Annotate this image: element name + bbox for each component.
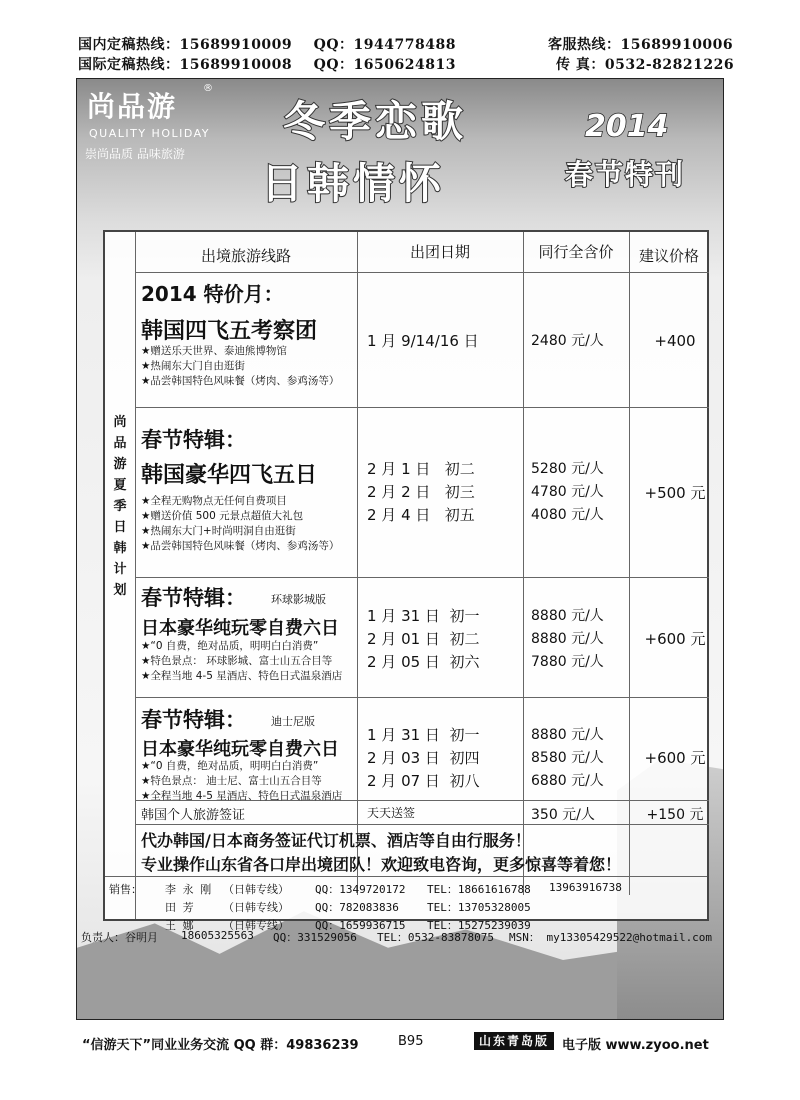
- col-divider: [523, 232, 524, 895]
- note-line: ★全程当地 4-5 星酒店、特色日式温泉酒店: [141, 670, 343, 682]
- intl-label: 国际定稿热线：: [78, 57, 180, 73]
- contact-qq: QQ：782083836: [315, 901, 399, 914]
- manager-msn: MSN： my13305429522@hotmail.com: [509, 931, 713, 944]
- contact-tel: TEL：18661616788: [427, 883, 531, 896]
- registered-mark: ®: [203, 83, 213, 94]
- row-title: 日本豪华纯玩零自费六日: [141, 618, 339, 639]
- side-label-column: [105, 232, 136, 919]
- note-line: ★特色景点： 环球影城、富士山五合目等: [141, 655, 333, 667]
- brand-slogan: 崇尚品质 品味旅游: [85, 147, 185, 161]
- edition-tag: 山东青岛版: [474, 1032, 554, 1050]
- domestic-qq-label: QQ：: [313, 37, 354, 53]
- row-notes: [141, 494, 339, 554]
- visa-price: 350 元/人: [531, 807, 595, 823]
- domestic-qq: 1944778488: [353, 37, 456, 53]
- page-number: B95: [398, 1034, 424, 1049]
- side-char: 计: [113, 562, 127, 577]
- row-divider: [135, 577, 709, 578]
- row-subtag: 迪士尼版: [271, 715, 315, 728]
- suggested-price: +600 元: [644, 749, 706, 767]
- spring-festival-special: 春节特刊: [565, 158, 686, 191]
- note-line: ★热闹东大门自由逛街: [141, 360, 245, 372]
- note-line: ★品尝韩国特色风味餐（烤肉、参鸡汤等）: [141, 375, 340, 387]
- note-line: ★赠送乐天世界、泰迪熊博物馆: [141, 345, 287, 357]
- departure-dates: 1 月 31 日 初一 2 月 03 日 初四 2 月 07 日 初八: [367, 726, 480, 790]
- side-char: 划: [113, 583, 127, 598]
- contact-name: 李 永 刚: [165, 883, 212, 896]
- domestic-label: 国内定稿热线：: [78, 37, 180, 53]
- note-line: ★热闹东大门+时尚明洞自由逛街: [141, 525, 296, 537]
- header-date: 出团日期: [409, 243, 470, 261]
- brand-logo: [77, 79, 217, 165]
- row-notes: [141, 344, 339, 389]
- side-char: 品: [113, 436, 127, 451]
- row-tag: 春节特辑：: [141, 708, 246, 732]
- side-char: 夏: [113, 478, 127, 493]
- contact-name: 田 芳: [165, 901, 194, 914]
- service-hotline: [548, 34, 733, 54]
- visa-date: 天天送签: [367, 806, 416, 820]
- suggested-price: +400: [654, 332, 696, 350]
- col-divider: [357, 232, 358, 895]
- note-line: ★“0 自费，绝对品质，明明白白消费”: [141, 640, 319, 652]
- manager-qq: QQ：331529056: [273, 931, 357, 944]
- contact-role: （日韩专线）: [223, 883, 289, 896]
- contact-tel: TEL：15275239039: [427, 919, 531, 932]
- row-title: 韩国豪华四飞五日: [141, 463, 318, 488]
- trade-price: 8880 元/人 8880 元/人 7880 元/人: [531, 608, 604, 670]
- row-notes: [141, 639, 342, 684]
- intl-qq: 1650624813: [353, 57, 456, 73]
- intl-qq-label: QQ：: [313, 57, 354, 73]
- row-divider: [135, 824, 709, 825]
- departure-dates: 1 月 31 日 初一 2 月 01 日 初二 2 月 05 日 初六: [367, 607, 480, 671]
- brand-english: QUALITY HOLIDAY: [89, 127, 211, 140]
- qq-group: “信游天下”同业业务交流 QQ 群：49836239: [82, 1038, 359, 1053]
- intl-phone: 15689910008: [179, 57, 293, 73]
- header-route: 出境旅游线路: [200, 247, 291, 265]
- contact-qq: QQ：1659936715: [315, 919, 406, 932]
- row-divider: [135, 407, 709, 408]
- intl-hotline: [78, 54, 456, 74]
- side-char: 尚: [113, 415, 127, 430]
- note-line: ★赠送价值 500 元景点超值大礼包: [141, 510, 304, 522]
- contact-role: （日韩专线）: [223, 901, 289, 914]
- row-tag: 春节特辑：: [141, 586, 246, 610]
- website: 电子版 www.zyoo.net: [562, 1038, 709, 1053]
- contact-role: （日韩专线）: [223, 919, 289, 932]
- note-line: ★全程当地 4-5 星酒店、特色日式温泉酒店: [141, 790, 343, 802]
- contacts-divider: [105, 876, 707, 877]
- note-line: ★“0 自费，绝对品质，明明白白消费”: [141, 760, 319, 772]
- note-line: ★全程无购物点无任何自费项目: [141, 495, 287, 507]
- service-line-2: 专业操作山东省各口岸出境团队！欢迎致电咨询，更多惊喜等着您！: [141, 855, 622, 874]
- row-divider: [135, 272, 709, 273]
- service-label: 客服热线：: [548, 37, 621, 53]
- domestic-hotline: [78, 34, 456, 54]
- row-divider: [135, 697, 709, 698]
- row-tag: 2014 特价月：: [141, 282, 284, 306]
- row-title: 韩国四飞五考察团: [141, 319, 318, 344]
- side-label: [105, 412, 135, 601]
- side-char: 日: [113, 520, 127, 535]
- service-phone: 15689910006: [620, 37, 734, 53]
- brand-name: 尚品游: [87, 90, 178, 123]
- contact-qq: QQ：1349720172: [315, 883, 406, 896]
- trade-price: 8880 元/人 8580 元/人 6880 元/人: [531, 727, 604, 789]
- domestic-phone: 15689910009: [179, 37, 293, 53]
- departure-dates: 2 月 1 日 初二 2 月 2 日 初三 2 月 4 日 初五: [367, 460, 475, 524]
- row-title: 日本豪华纯玩零自费六日: [141, 739, 339, 760]
- suggested-price: +500 元: [644, 484, 706, 502]
- side-char: 韩: [113, 541, 127, 556]
- visa-suggested-price: +150 元: [646, 807, 704, 823]
- trade-price: 2480 元/人: [531, 333, 604, 349]
- row-subtag: 环球影城版: [271, 593, 326, 606]
- note-line: ★特色景点： 迪士尼、富士山五合目等: [141, 775, 322, 787]
- fax-line: [556, 54, 734, 74]
- header-trade-price: 同行全含价: [538, 243, 614, 261]
- fax-number: 0532-82821226: [604, 57, 735, 73]
- tour-table: [103, 230, 709, 932]
- row-tag: 春节特辑：: [141, 428, 246, 452]
- year-badge: 2014: [585, 109, 669, 144]
- suggested-price: +600 元: [644, 630, 706, 648]
- contact-tel-2: 13963916738: [549, 881, 622, 894]
- row-notes: [141, 759, 342, 804]
- headline-japan-korea: 日韩情怀: [261, 159, 446, 208]
- visa-label: 韩国个人旅游签证: [141, 808, 246, 823]
- contact-name: 王 娜: [165, 919, 194, 932]
- manager-phone: 18605325563: [181, 929, 254, 942]
- trade-price: 5280 元/人 4780 元/人 4080 元/人: [531, 461, 604, 523]
- service-line-1: 代办韩国/日本商务签证代订机票、酒店等自由行服务！: [141, 831, 531, 850]
- fax-label: 传 真：: [556, 57, 605, 73]
- note-line: ★品尝韩国特色风味餐（烤肉、参鸡汤等）: [141, 540, 340, 552]
- manager-name: 负责人：谷明月: [81, 931, 158, 944]
- contact-tel: TEL：13705328005: [427, 901, 531, 914]
- departure-dates: 1 月 9/14/16 日: [367, 332, 479, 350]
- side-char: 游: [113, 457, 127, 472]
- sales-label: 销售：: [109, 883, 142, 896]
- flyer-frame: [76, 78, 724, 1020]
- headline-winter: 冬季恋歌: [283, 97, 468, 146]
- manager-tel: TEL：0532-83878075: [377, 931, 494, 944]
- side-char: 季: [113, 499, 127, 514]
- header-suggested-price: 建议价格: [638, 247, 699, 265]
